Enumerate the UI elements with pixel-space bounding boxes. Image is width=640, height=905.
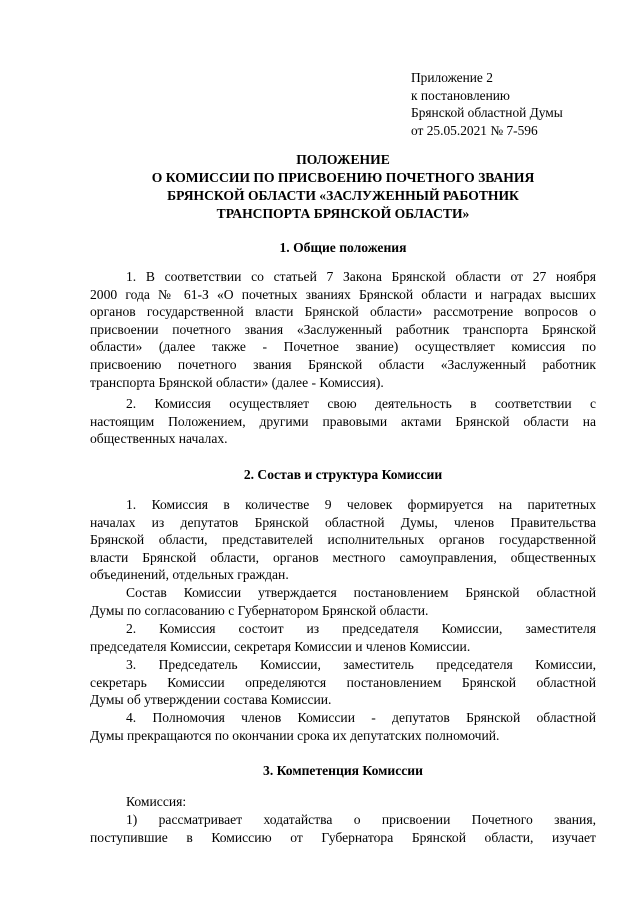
- text-line: власти Брянской области, органов местного самоуправления, общественных: [90, 549, 596, 565]
- appendix-line: от 25.05.2021 № 7-596: [411, 122, 538, 138]
- text-line: объединений, отдельных граждан.: [90, 567, 289, 583]
- text-line: секретарь Комиссии определяются постановлением Брянской областной: [90, 674, 596, 690]
- paragraph: [90, 584, 596, 619]
- appendix-line: Брянской областной Думы: [411, 105, 563, 121]
- text-line: 3. Председатель Комиссии, заместитель председателя Комиссии,: [126, 657, 596, 672]
- text-line: Комиссия:: [126, 794, 187, 809]
- text-line: 1. Комиссия в количестве 9 человек формируется на паритетных: [126, 497, 596, 512]
- paragraph: [90, 793, 596, 811]
- section-heading-competence: 3. Компетенция Комиссии: [263, 763, 423, 778]
- text-line: 4. Полномочия членов Комиссии - депутатов Брянской областной: [126, 710, 596, 725]
- text-line: Думы по согласованию с Губернатором Брянской области.: [90, 602, 429, 618]
- text-line: Думы прекращаются по окончании срока их депутатских полномочий.: [90, 727, 500, 743]
- paragraph: [90, 620, 596, 655]
- text-line: общественных началах.: [90, 431, 228, 447]
- paragraph: [90, 268, 596, 391]
- appendix-line: Приложение 2: [411, 70, 493, 85]
- title-line: ТРАНСПОРТА БРЯНСКОЙ ОБЛАСТИ»: [216, 206, 470, 221]
- section-heading-structure: 2. Состав и структура Комиссии: [243, 467, 443, 482]
- paragraph: [90, 811, 596, 846]
- text-line: органов государственной власти Брянской области» рассмотрение вопросов о: [90, 304, 596, 320]
- text-line: 2. Комиссия осуществляет свою деятельность в соответствии с: [126, 396, 596, 411]
- title-line: ПОЛОЖЕНИЕ: [296, 152, 390, 167]
- text-line: настоящим Положением, другими правовыми актами Брянской области на: [90, 413, 596, 429]
- appendix-note: [411, 69, 611, 139]
- text-line: поступившие в Комиссию от Губернатора Брянской области, изучает: [90, 829, 596, 845]
- paragraph: [90, 395, 596, 448]
- text-line: 1. В соответствии со статьей 7 Закона Брянской области от 27 ноября: [126, 269, 596, 284]
- section-heading-general: 1. Общие положения: [279, 240, 407, 255]
- text-line: Состав Комиссии утверждается постановлением Брянской областной: [126, 585, 596, 600]
- text-line: транспорта Брянской области» (далее - Комиссия).: [90, 374, 384, 390]
- paragraph: [90, 496, 596, 584]
- text-line: 1) рассматривает ходатайства о присвоении Почетного звания,: [126, 812, 596, 827]
- appendix-line: к постановлению: [411, 87, 510, 103]
- text-line: Брянской области, представителей исполнительных органов государственной: [90, 532, 596, 548]
- text-line: 2. Комиссия состоит из председателя Комиссии, заместителя: [126, 621, 596, 636]
- text-line: председателя Комиссии, секретаря Комиссии и членов Комиссии.: [90, 638, 471, 654]
- text-line: присвоению почетного звания Брянской области «Заслуженный работник: [90, 356, 596, 372]
- paragraph: [90, 656, 596, 709]
- text-line: 2000 года № 61-З «О почетных званиях Брянской области и наградах высших: [90, 286, 596, 302]
- text-line: присвоении почетного звания «Заслуженный работник транспорта Брянской: [90, 321, 596, 337]
- text-line: Думы об утверждении состава Комиссии.: [90, 692, 332, 708]
- paragraph: [90, 709, 596, 744]
- document-title: [90, 151, 596, 223]
- text-line: началах из депутатов Брянской областной Думы, членов Правительства: [90, 514, 596, 530]
- title-line: БРЯНСКОЙ ОБЛАСТИ «ЗАСЛУЖЕННЫЙ РАБОТНИК: [167, 188, 519, 203]
- title-line: О КОМИССИИ ПО ПРИСВОЕНИЮ ПОЧЕТНОГО ЗВАНИЯ: [151, 170, 535, 185]
- text-line: области» (далее также - Почетное звание) осуществляет комиссия по: [90, 339, 596, 355]
